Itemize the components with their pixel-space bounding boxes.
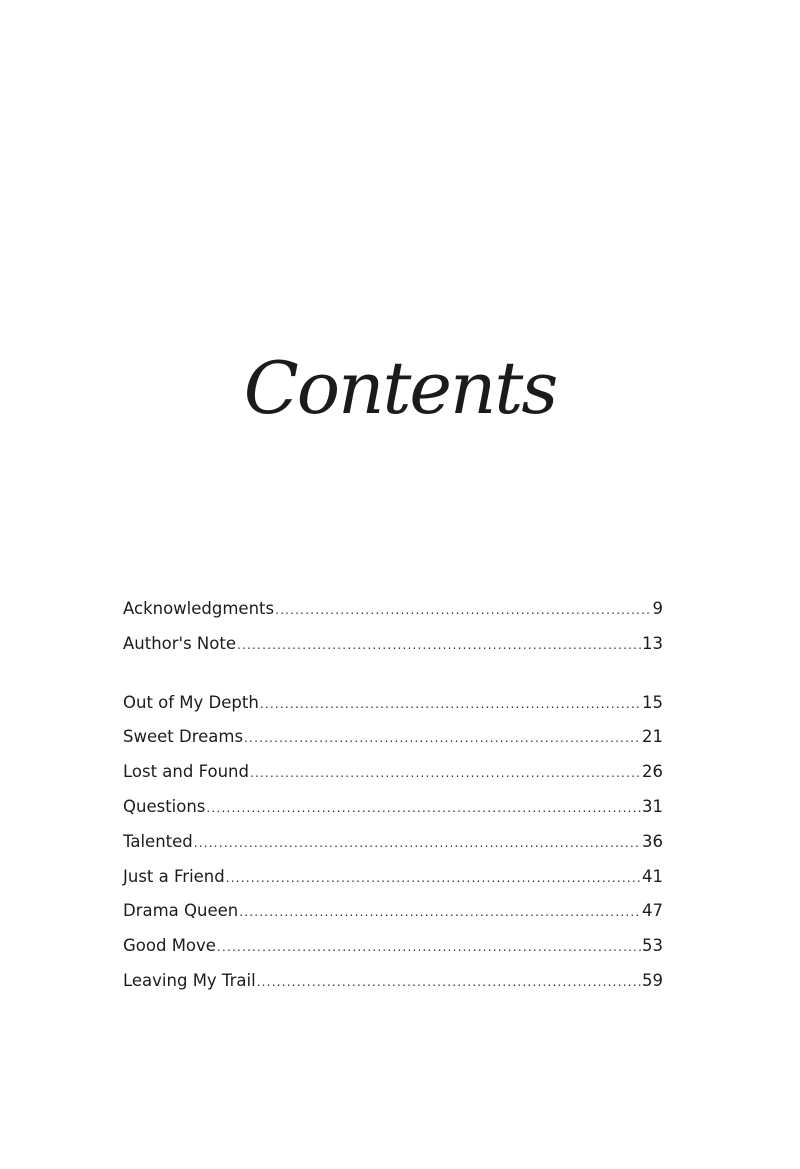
toc-entry	[123, 971, 663, 1006]
toc-entry-title: Questions	[123, 796, 206, 816]
toc-entry-page: 36	[642, 831, 663, 851]
toc-entry	[123, 901, 663, 936]
dot-leader	[257, 975, 641, 989]
toc-entry-title: Leaving My Trail	[123, 970, 256, 990]
toc-entry-page: 15	[642, 692, 663, 712]
toc-entry	[123, 693, 663, 728]
table-of-contents	[123, 599, 663, 1006]
toc-front-matter	[123, 599, 663, 669]
dot-leader	[275, 603, 651, 617]
dot-leader	[237, 638, 641, 652]
toc-entry-title: Just a Friend	[123, 866, 225, 886]
dot-leader	[226, 871, 641, 885]
dot-leader	[217, 940, 641, 954]
toc-entry-page: 31	[642, 796, 663, 816]
toc-entry	[123, 797, 663, 832]
dot-leader	[260, 697, 641, 711]
toc-entry-title: Author's Note	[123, 633, 236, 653]
toc-entry-title: Lost and Found	[123, 762, 249, 782]
toc-entry-title: Sweet Dreams	[123, 727, 244, 747]
dot-leader	[206, 801, 641, 815]
toc-entry-page: 26	[642, 762, 663, 782]
toc-chapters	[123, 693, 663, 1006]
toc-entry-page: 41	[642, 866, 663, 886]
toc-entry	[123, 634, 663, 669]
toc-entry	[123, 867, 663, 902]
toc-entry	[123, 727, 663, 762]
toc-entry-page: 9	[652, 599, 663, 618]
toc-entry-page: 47	[642, 901, 663, 921]
dot-leader	[250, 766, 641, 780]
toc-entry-title: Drama Queen	[123, 901, 239, 921]
dot-leader	[239, 905, 641, 919]
toc-entry	[123, 832, 663, 867]
toc-entry-page: 53	[642, 936, 663, 956]
toc-entry-title: Out of My Depth	[123, 692, 259, 712]
toc-entry	[123, 936, 663, 971]
page-title: Contents	[243, 346, 557, 430]
toc-entry-title: Acknowledgments	[123, 599, 275, 618]
toc-entry-page: 59	[642, 970, 663, 990]
dot-leader	[244, 731, 641, 745]
toc-entry-title: Good Move	[123, 936, 216, 956]
toc-entry-page: 13	[642, 633, 663, 653]
dot-leader	[194, 836, 641, 850]
toc-entry	[123, 762, 663, 797]
toc-entry	[123, 599, 663, 634]
toc-entry-page: 21	[642, 727, 663, 747]
toc-entry-title: Talented	[123, 831, 193, 851]
